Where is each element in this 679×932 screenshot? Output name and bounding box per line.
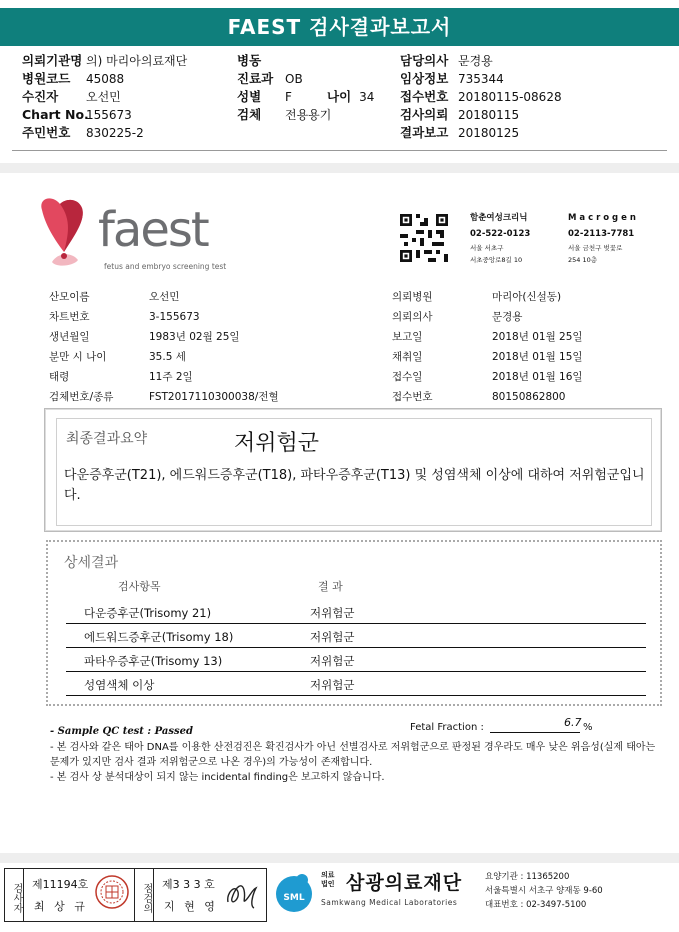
- header-value: 830225-2: [86, 126, 144, 140]
- detail-title: 상세결과: [64, 555, 119, 571]
- checker-license: 제3 3 3 호: [162, 878, 215, 891]
- detail-result: 저위험군: [310, 606, 355, 620]
- notes: [50, 740, 665, 785]
- detail-result: 저위험군: [310, 678, 355, 692]
- header-label: 의뢰기관명: [22, 53, 83, 68]
- detail-col-result-header: 결 과: [318, 580, 343, 593]
- org-name-en: Samkwang Medical Laboratories: [321, 898, 458, 907]
- patient-info-left: [49, 287, 279, 407]
- info-value: 2018년 01월 16일: [492, 371, 583, 383]
- info-label: 태령: [49, 371, 70, 383]
- info-value: 1983년 02월 25일: [149, 331, 240, 343]
- checker-name: 지 현 영: [164, 900, 218, 913]
- detail-row: [66, 624, 646, 648]
- clinic-name: 함춘여성크리닉: [470, 213, 528, 223]
- tester-name: 최 상 규: [34, 900, 88, 913]
- clinic-address: 서초중앙로8길 10: [470, 256, 523, 264]
- info-value: 2018년 01월 15일: [492, 351, 583, 363]
- note-item: - 본 검사 상 분석대상이 되지 않는 incidental finding은 보고하지 않습니다.: [50, 772, 385, 783]
- info-value: 11주 2일: [149, 371, 193, 383]
- detail-item: 다운증후군(Trisomy 21): [84, 606, 212, 620]
- header-label: 접수번호: [400, 89, 449, 104]
- age-value: 34: [359, 90, 375, 104]
- header-value: 20180125: [458, 126, 520, 140]
- header-label: 수진자: [22, 89, 59, 104]
- org-type-line: 의료: [321, 871, 335, 879]
- detail-row: [66, 648, 646, 672]
- info-value: 3-155673: [149, 311, 200, 323]
- fetal-fraction-unit: %: [583, 722, 593, 733]
- org-name: 삼광의료재단: [346, 872, 463, 894]
- header-label: 임상정보: [400, 71, 449, 86]
- header-value: 문경용: [458, 54, 493, 68]
- org-address: 서울특별시 서초구 양재동 9-60: [485, 886, 603, 896]
- faest-wordmark: faest: [98, 202, 208, 258]
- header-right-col: [400, 52, 562, 142]
- qr-code-icon: [400, 214, 448, 262]
- info-value: 2018년 01월 25일: [492, 331, 583, 343]
- org-contact: [485, 870, 603, 912]
- clinic-phone: 02-522-0123: [470, 229, 531, 239]
- header-label: 검체: [237, 107, 262, 122]
- header-label: 성별: [237, 89, 262, 104]
- sml-logo-icon: [272, 870, 316, 914]
- header-value: OB: [285, 72, 303, 86]
- report-title: FAEST 검사결과보고서: [0, 8, 679, 46]
- info-value: 80150862800: [492, 391, 566, 403]
- detail-item: 에드워드증후군(Trisomy 18): [84, 630, 234, 644]
- info-label: 의뢰의사: [392, 311, 433, 323]
- info-value: 마리아(신설동): [492, 291, 562, 303]
- header-label: 병원코드: [22, 71, 71, 86]
- header-value: 오선민: [86, 90, 121, 104]
- header-value: 735344: [458, 72, 504, 86]
- detail-row: [66, 672, 646, 696]
- org-code: 요양기관 : 11365200: [485, 872, 570, 882]
- info-label: 분만 시 나이: [49, 351, 107, 363]
- summary-text: 다운증후군(T21), 에드워드증후군(T18), 파타우증후군(T13) 및 성염색체 이상에 대하여 저위험군입니다.: [64, 468, 645, 503]
- detail-result: 저위험군: [310, 630, 355, 644]
- detail-item: 파타우증후군(Trisomy 13): [84, 654, 223, 668]
- fetal-fraction-value: 6.7: [564, 716, 582, 729]
- info-label: 보고일: [392, 331, 423, 343]
- detail-item: 성염색체 이상: [84, 678, 155, 692]
- sml-badge-text: SML: [283, 893, 305, 903]
- clinic-name: M a c r o g e n: [568, 213, 636, 223]
- clinic-address: 서울 금천구 벚꽃로: [568, 244, 623, 252]
- note-item: - 본 검사와 같은 태아 DNA를 이용한 산전검진은 확진검사가 아닌 선별검사로 저위험군으로 판정된 경우라도 매우 낮은 위음성(실제 태아는 문제가 있지만 검사 결과 저위험군으로 나온 경우)의 가능성이 존재합니다.: [50, 742, 656, 768]
- header-label: 결과보고: [400, 125, 449, 140]
- header-label: 주민번호: [22, 125, 71, 140]
- header-value: 155673: [86, 108, 132, 122]
- detail-result: 저위험군: [310, 654, 355, 668]
- header-value: F: [285, 90, 292, 104]
- header-divider: [12, 150, 667, 151]
- header-label: Chart No.: [22, 107, 89, 122]
- info-label: 접수일: [392, 371, 423, 383]
- detail-row: [66, 600, 646, 624]
- clinic-address: 서울 서초구: [470, 244, 504, 252]
- summary-result: 저위험군: [234, 431, 320, 456]
- info-value: 35.5 세: [149, 351, 186, 363]
- header-left-col: [22, 52, 187, 142]
- header-value: 전용용기: [285, 108, 332, 122]
- header-value: 20180115-08628: [458, 90, 562, 104]
- header-label: 병동: [237, 53, 262, 68]
- tester-license: 제11194호: [32, 878, 89, 891]
- clinic-address: 254 10층: [568, 256, 598, 264]
- header-value: 45088: [86, 72, 125, 86]
- clinic-hamchun: [470, 210, 530, 266]
- org-phone: 대표번호 : 02-3497-5100: [485, 900, 587, 910]
- info-label: 차트번호: [49, 311, 90, 323]
- sample-qc: - Sample QC test : Passed: [50, 726, 193, 737]
- checker-signature-icon: [222, 878, 262, 912]
- bottom-gray-band: [0, 853, 679, 863]
- info-value: 오선민: [149, 291, 180, 303]
- info-value: FST2017110300038/전혈: [149, 391, 279, 403]
- info-label: 접수번호: [392, 391, 433, 403]
- header-label: 진료과: [237, 71, 274, 86]
- header-value: 의) 마리아의료재단: [86, 54, 188, 68]
- age-label: 나이: [327, 89, 352, 104]
- info-label: 검체번호/종류: [49, 391, 114, 403]
- org-type-label: [321, 871, 335, 889]
- faest-tagline: fetus and embryo screening test: [104, 262, 227, 271]
- clinic-macrogen: [568, 210, 636, 266]
- detail-col-item-header: 검사항목: [118, 580, 161, 593]
- header-label: 담당의사: [400, 53, 449, 68]
- info-label: 채취일: [392, 351, 423, 363]
- org-type-line: 법인: [321, 880, 335, 888]
- info-label: 생년월일: [49, 331, 90, 343]
- clinic-phone: 02-2113-7781: [568, 229, 635, 239]
- top-gray-band: [0, 163, 679, 173]
- header-middle-col: [237, 52, 374, 124]
- header-label: 검사의뢰: [400, 107, 449, 122]
- patient-info-right: [392, 287, 583, 407]
- checker-label: 점검의: [134, 868, 154, 922]
- info-label: 의뢰병원: [392, 291, 433, 303]
- fetal-fraction-underline: [490, 732, 580, 733]
- info-label: 산모이름: [49, 291, 90, 303]
- fetal-fraction-label: Fetal Fraction :: [410, 722, 484, 733]
- header-value: 20180115: [458, 108, 520, 122]
- info-value: 문경용: [492, 311, 523, 323]
- tester-label: 검사자: [4, 868, 24, 922]
- tester-seal-icon: [94, 874, 130, 910]
- summary-label: 최종결과요약: [66, 431, 148, 447]
